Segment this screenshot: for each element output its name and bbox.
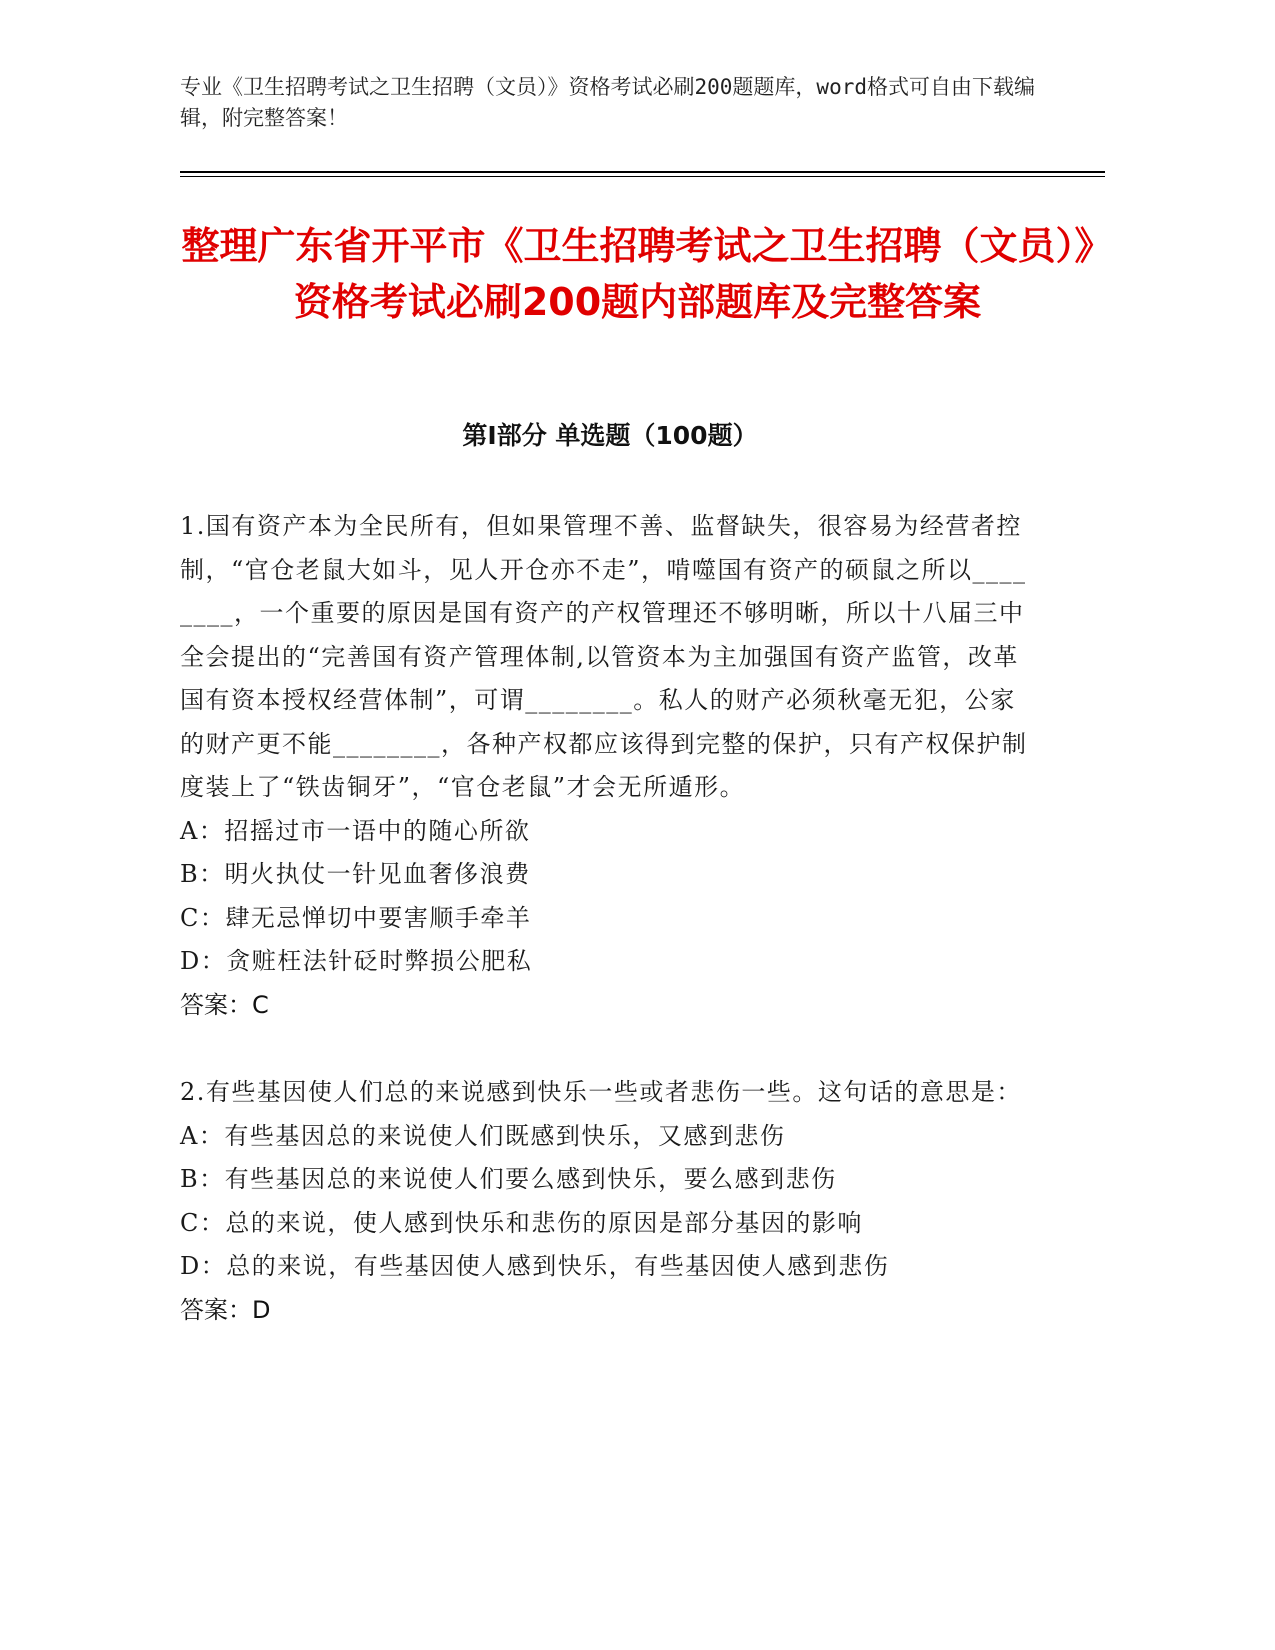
answer-line: 答案：C [180, 990, 269, 1019]
option-c: C：总的来说，使人感到快乐和悲伤的原因是部分基因的影响 [180, 1208, 863, 1237]
header-divider-thick [180, 171, 1105, 173]
answer-line: 答案：D [180, 1295, 271, 1324]
option-a: A：招摇过市一语中的随心所欲 [180, 816, 531, 845]
option-b: B：明火执仗一针见血奢侈浪费 [180, 860, 531, 888]
option-d: D：贪赃枉法针砭时弊损公肥私 [180, 947, 533, 975]
option-d: D：总的来说，有些基因使人感到快乐，有些基因使人感到悲伤 [180, 1252, 890, 1280]
header-divider-thin [180, 176, 1105, 177]
option-c: C：肆无忌惮切中要害顺手牵羊 [180, 903, 532, 932]
header-note: 专业《卫生招聘考试之卫生招聘（文员）》资格考试必刷200题题库，word格式可自由下载编辑，附完整答案！ [180, 75, 1035, 130]
question-list [180, 505, 1040, 1376]
option-b: B：有些基因总的来说使人们要么感到快乐，要么感到悲伤 [180, 1165, 837, 1193]
document-title: 整理广东省开平市《卫生招聘考试之卫生招聘（文员）》资格考试必刷200题内部题库及完整答案 [181, 224, 1094, 324]
option-a: A：有些基因总的来说使人们既感到快乐，又感到悲伤 [180, 1121, 786, 1150]
question-2 [180, 1071, 1040, 1332]
question-1 [180, 505, 1040, 1027]
question-stem: 2.有些基因使人们总的来说感到快乐一些或者悲伤一些。这句话的意思是： [180, 1078, 1022, 1106]
section-title: 第Ⅰ部分 单选题（100题） [462, 421, 758, 450]
question-stem: 1.国有资产本为全民所有，但如果管理不善、监督缺失，很容易为经营者控制，“官仓老鼠大如斗，见人开仓亦不走”，啃噬国有资产的硕鼠之所以________，一个重要的原因是国有资产的产权管理还不够明晰，所以十八届三中全会提出的“完善国有资产管理体制,以管资本为主加强国有资产监管，改革国有资本授权经营体制”，可谓________。私人的财产必须秋毫无犯，公家的财产更不能________，各种产权都应该得到完整的保护，只有产权保护制度装上了“铁齿铜牙”，“官仓老鼠”才会无所遁形。 [180, 512, 1028, 801]
